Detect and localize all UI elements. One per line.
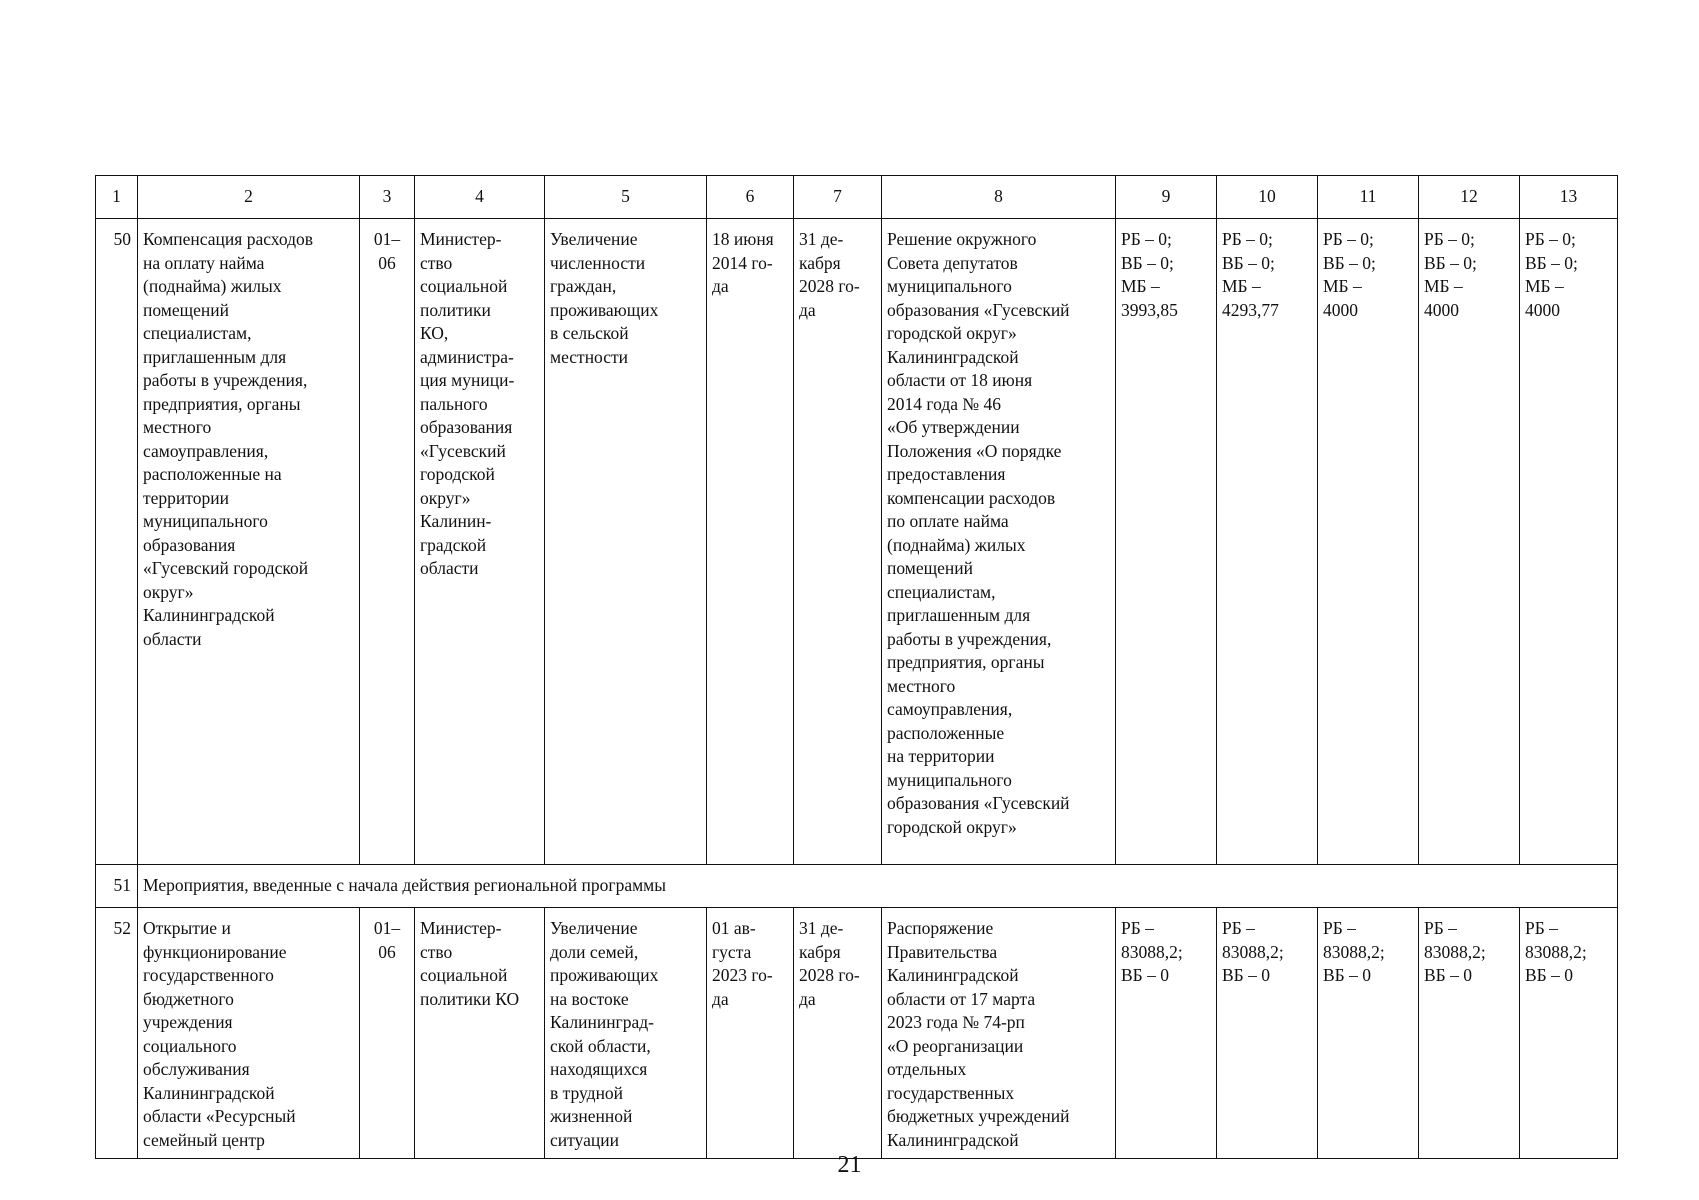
measures-table bbox=[95, 175, 1618, 1159]
header-row bbox=[96, 176, 1618, 219]
column-header-5: 5 bbox=[545, 176, 707, 219]
table-row-52 bbox=[96, 908, 1618, 1159]
start-date-cell: 01 ав- густа 2023 го- да bbox=[707, 908, 794, 1159]
legal-basis-cell: Решение окружного Совета депутатов муниципального образования «Гусевский городской округ» Калининградской области от 18 июня 2014 года № 46 «Об утверждении Положения «О порядке предоставления компенсации расходов по оплате найма (поднайма) жилых помещений специалистам, приглашенным для работы в учреждения, предприятия, органы местного самоуправления, расположенные на территории муниципального образования «Гусевский городской округ» bbox=[882, 219, 1116, 865]
end-date-cell: 31 де- кабря 2028 го- да bbox=[794, 219, 882, 865]
column-header-11: 11 bbox=[1318, 176, 1419, 219]
column-header-1: 1 bbox=[96, 176, 138, 219]
funding-cell-9: РБ – 0; ВБ – 0; МБ – 3993,85 bbox=[1116, 219, 1217, 865]
funding-cell-10: РБ – 83088,2; ВБ – 0 bbox=[1217, 908, 1318, 1159]
legal-basis-cell: Распоряжение Правительства Калининградской области от 17 марта 2023 года № 74-рп «О реорганизации отдельных государственных бюджетных учреждений Калининградской bbox=[882, 908, 1116, 1159]
code-cell: 01– 06 bbox=[360, 908, 415, 1159]
page-number: 21 bbox=[837, 1152, 862, 1178]
column-header-7: 7 bbox=[794, 176, 882, 219]
funding-cell-9: РБ – 83088,2; ВБ – 0 bbox=[1116, 908, 1217, 1159]
column-header-8: 8 bbox=[882, 176, 1116, 219]
column-header-4: 4 bbox=[415, 176, 545, 219]
executor-cell: Министер- ство социальной политики КО bbox=[415, 908, 545, 1159]
table-row-50 bbox=[96, 219, 1618, 865]
row-number: 52 bbox=[96, 908, 138, 1159]
executor-cell: Министер- ство социальной политики КО, администра- ция муници- пального образования «Гусевский городской округ» Калинин- градской области bbox=[415, 219, 545, 865]
column-header-6: 6 bbox=[707, 176, 794, 219]
funding-cell-13: РБ – 83088,2; ВБ – 0 bbox=[1520, 908, 1618, 1159]
column-header-10: 10 bbox=[1217, 176, 1318, 219]
funding-cell-12: РБ – 0; ВБ – 0; МБ – 4000 bbox=[1419, 219, 1520, 865]
funding-cell-12: РБ – 83088,2; ВБ – 0 bbox=[1419, 908, 1520, 1159]
column-header-3: 3 bbox=[360, 176, 415, 219]
code-cell: 01– 06 bbox=[360, 219, 415, 865]
funding-cell-10: РБ – 0; ВБ – 0; МБ – 4293,77 bbox=[1217, 219, 1318, 865]
start-date-cell: 18 июня 2014 го- да bbox=[707, 219, 794, 865]
funding-cell-11: РБ – 83088,2; ВБ – 0 bbox=[1318, 908, 1419, 1159]
column-header-13: 13 bbox=[1520, 176, 1618, 219]
end-date-cell: 31 де- кабря 2028 го- да bbox=[794, 908, 882, 1159]
section-heading-cell: Мероприятия, введенные с начала действия региональной программы bbox=[138, 865, 1618, 908]
table-row-51 bbox=[96, 865, 1618, 908]
column-header-12: 12 bbox=[1419, 176, 1520, 219]
result-cell: Увеличение численности граждан, проживающих в сельской местности bbox=[545, 219, 707, 865]
row-number: 51 bbox=[96, 865, 138, 908]
column-header-2: 2 bbox=[138, 176, 360, 219]
measure-name: Открытие и функционирование государственного бюджетного учреждения социального обслуживания Калининградской области «Ресурсный семейный центр bbox=[138, 908, 360, 1159]
result-cell: Увеличение доли семей, проживающих на востоке Калининград- ской области, находящихся в трудной жизненной ситуации bbox=[545, 908, 707, 1159]
funding-cell-13: РБ – 0; ВБ – 0; МБ – 4000 bbox=[1520, 219, 1618, 865]
row-number: 50 bbox=[96, 219, 138, 865]
column-header-9: 9 bbox=[1116, 176, 1217, 219]
measure-name: Компенсация расходов на оплату найма (поднайма) жилых помещений специалистам, приглашенным для работы в учреждения, предприятия, органы местного самоуправления, расположенные на территории муниципального образования «Гусевский городской округ» Калининградской области bbox=[138, 219, 360, 865]
funding-cell-11: РБ – 0; ВБ – 0; МБ – 4000 bbox=[1318, 219, 1419, 865]
